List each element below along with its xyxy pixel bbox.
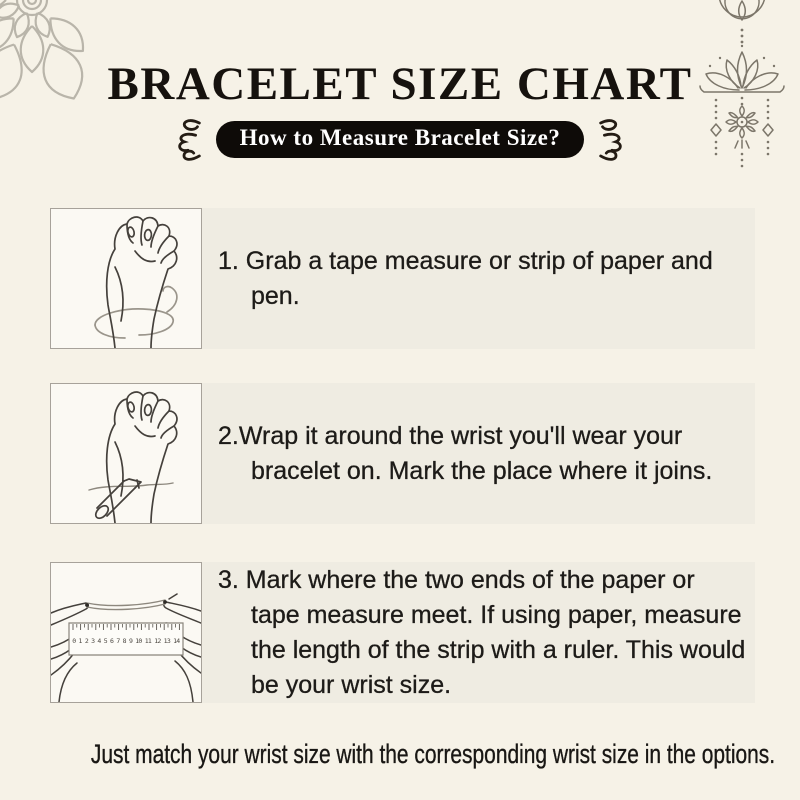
step-2-row	[50, 383, 755, 524]
step-1-row	[50, 208, 755, 349]
subtitle-badge-row	[0, 116, 800, 162]
step-3-line-4: be your wrist size.	[251, 670, 452, 699]
step-3-line-3: the length of the strip with a ruler. This would	[251, 635, 746, 664]
footer-note-row	[0, 739, 800, 770]
step-1-line-2: pen.	[251, 281, 300, 310]
step-2-line-2: bracelet on. Mark the place where it joins.	[251, 456, 713, 485]
step-1-line-1: 1. Grab a tape measure or strip of paper and	[218, 246, 713, 275]
step-2-illustration	[50, 383, 202, 524]
subtitle-badge: How to Measure Bracelet Size?	[216, 121, 585, 158]
step-1-illustration	[50, 208, 202, 349]
ruler-numbers: 0 1 2 3 4 5 6 7 8 9 10 11 12 13 14	[72, 637, 181, 645]
page-title: BRACELET SIZE CHART	[107, 58, 693, 110]
step-2-line-1: 2.Wrap it around the wrist you'll wear your	[218, 421, 683, 450]
step-1-text	[202, 208, 755, 349]
hand-marking-pen-icon	[51, 384, 201, 523]
footer-note: Just match your wrist size with the corresponding wrist size in the options.	[90, 739, 776, 769]
flourish-left-icon	[173, 116, 205, 162]
hand-tape-loop-icon	[51, 209, 201, 348]
step-3-line-2: tape measure meet. If using paper, measure	[251, 600, 742, 629]
step-3-line-1: 3. Mark where the two ends of the paper or	[218, 565, 695, 594]
step-3-row	[50, 562, 755, 703]
step-2-text	[202, 383, 755, 524]
step-3-illustration	[50, 562, 202, 703]
flourish-right-icon	[595, 116, 627, 162]
ruler-measuring-icon	[51, 563, 201, 702]
step-3-text	[202, 562, 755, 703]
